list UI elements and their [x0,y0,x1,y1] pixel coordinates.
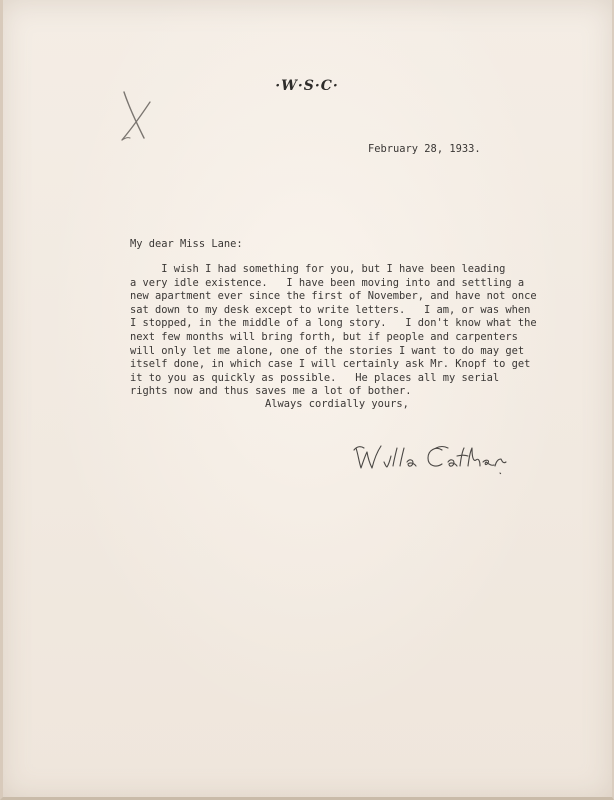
letter-closing: Always cordially yours, [265,398,409,410]
letter-body [130,263,537,399]
letter-body-line: will only let me alone, one of the stories I want to do may get [130,344,525,357]
letter-body-line: I stopped, in the middle of a long story. I don't know what the [130,317,537,330]
letter-body-line: rights now and thus saves me a lot of bother. [130,385,412,398]
handwritten-signature [352,440,522,480]
letter-body-line: a very idle existence. I have been moving into and settling a [130,276,525,289]
pencil-x-mark [110,88,160,148]
letter-salutation: My dear Miss Lane: [130,238,243,250]
letterhead-monogram: ·W·S·C· [275,78,339,94]
letter-date: February 28, 1933. [368,143,481,155]
letter-body-line: I wish I had something for you, but I have been leading [130,263,506,275]
letter-body-line: itself done, in which case I will certainly ask Mr. Knopf to get [130,358,531,371]
letter-body-line: new apartment ever since the first of November, and have not once [130,290,537,303]
letter-body-line: it to you as quickly as possible. He places all my serial [130,371,500,384]
letter-body-line: sat down to my desk except to write letters. I am, or was when [130,303,531,316]
letter-body-line: next few months will bring forth, but if people and carpenters [130,330,518,343]
